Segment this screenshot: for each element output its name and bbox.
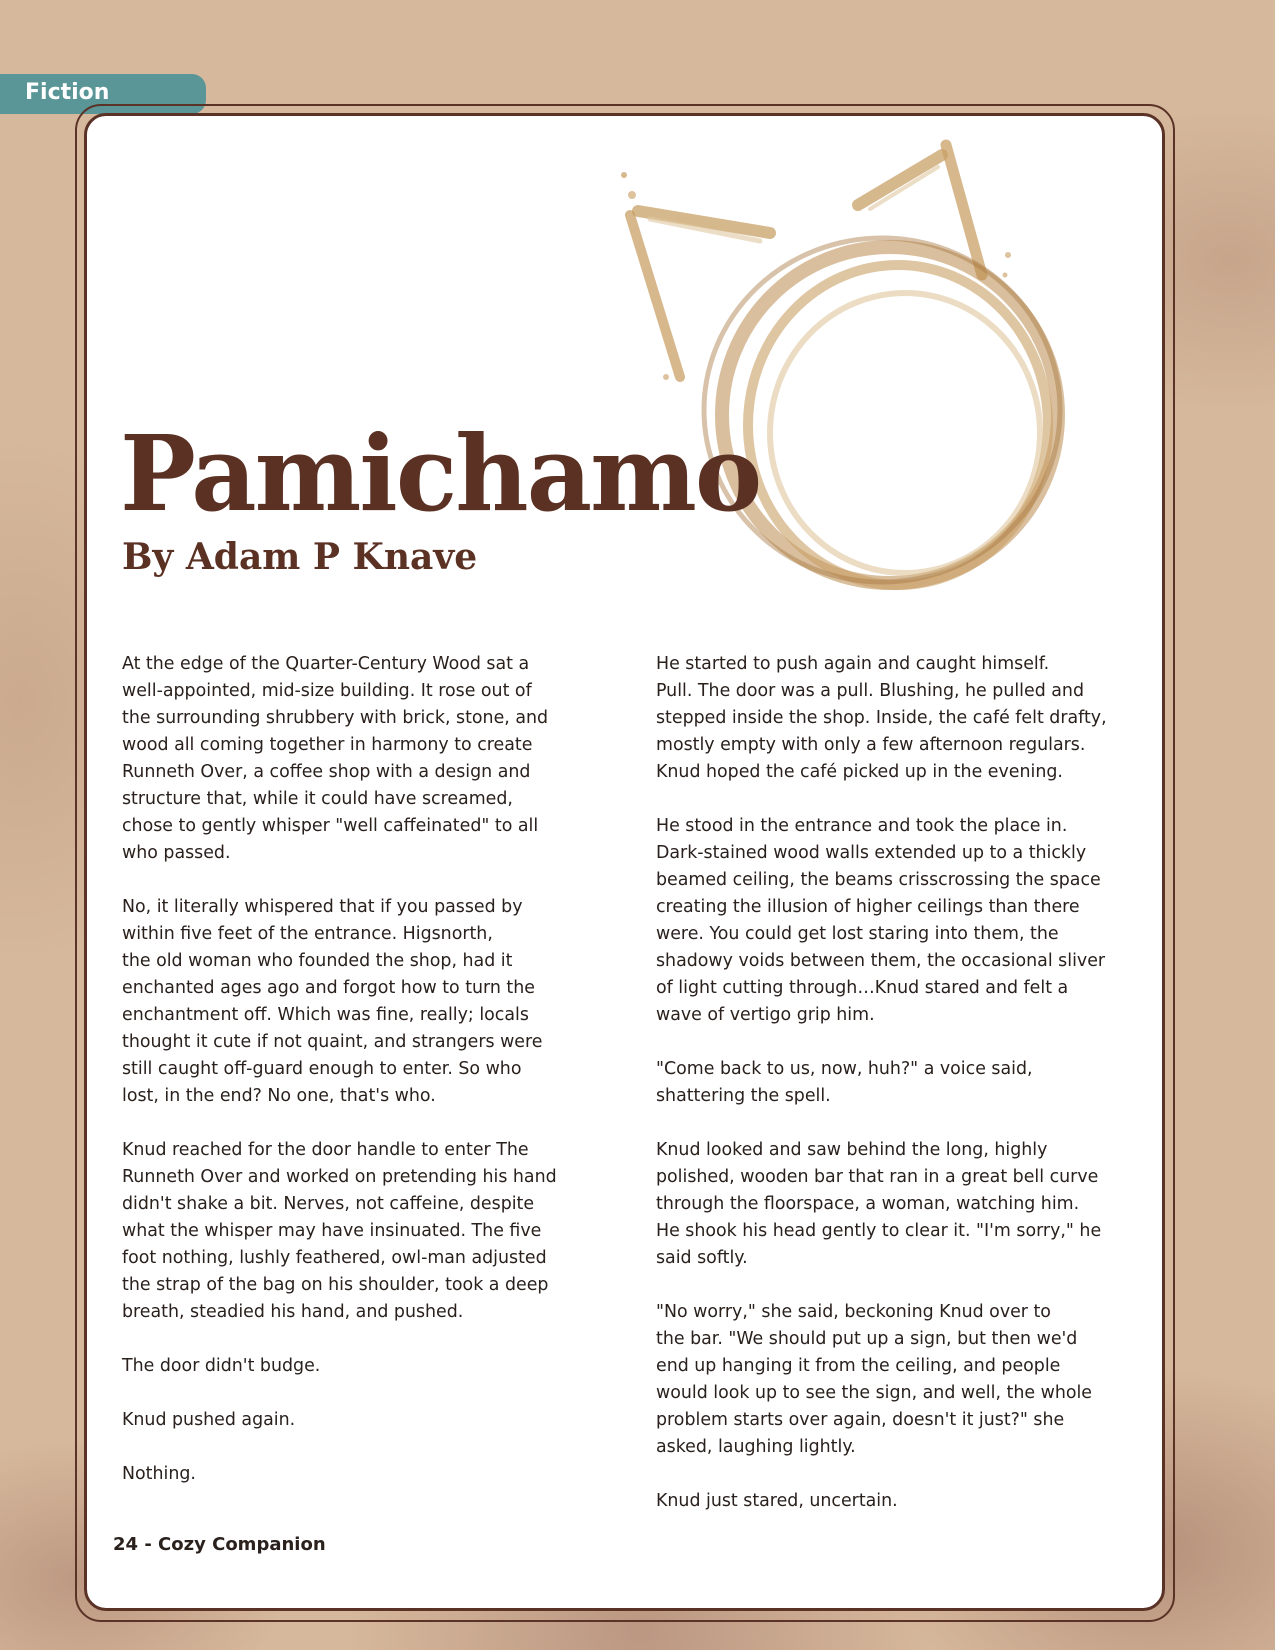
text-line: He stood in the entrance and took the place in. xyxy=(656,816,1068,836)
text-line: chose to gently whisper "well caffeinated" to all xyxy=(122,816,539,836)
text-line: Pull. The door was a pull. Blushing, he pulled and xyxy=(656,681,1084,701)
text-line: Knud looked and saw behind the long, highly xyxy=(656,1140,1048,1160)
text-line: He started to push again and caught himself. xyxy=(656,654,1050,674)
text-line: shadowy voids between them, the occasional sliver xyxy=(656,951,1106,971)
text-line: At the edge of the Quarter-Century Wood sat a xyxy=(122,654,530,674)
text-line: breath, steadied his hand, and pushed. xyxy=(122,1302,464,1322)
text-line: lost, in the end? No one, that's who. xyxy=(122,1086,436,1106)
text-line: well-appointed, mid-size building. It rose out of xyxy=(122,681,532,701)
text-line: polished, wooden bar that ran in a great bell curve xyxy=(656,1167,1099,1187)
paragraph xyxy=(122,894,602,1110)
text-line: were. You could get lost staring into them, the xyxy=(656,924,1059,944)
page-footer: 24 - Cozy Companion xyxy=(113,1534,326,1555)
text-line: end up hanging it from the ceiling, and people xyxy=(656,1356,1061,1376)
text-line: what the whisper may have insinuated. The five xyxy=(122,1221,542,1241)
text-line: the surrounding shrubbery with brick, stone, and xyxy=(122,708,549,728)
text-line: He shook his head gently to clear it. "I'm sorry," he xyxy=(656,1221,1102,1241)
text-line: enchanted ages ago and forgot how to turn the xyxy=(122,978,535,998)
text-line: creating the illusion of higher ceilings than there xyxy=(656,897,1080,917)
text-line: "No worry," she said, beckoning Knud over to xyxy=(656,1302,1051,1322)
text-line: Runneth Over, a coffee shop with a design and xyxy=(122,762,531,782)
article-column-right xyxy=(656,651,1136,1542)
text-line: who passed. xyxy=(122,843,231,863)
text-line: of light cutting through…Knud stared and felt a xyxy=(656,978,1069,998)
text-line: Dark-stained wood walls extended up to a thickly xyxy=(656,843,1087,863)
text-line: said softly. xyxy=(656,1248,748,1268)
paragraph xyxy=(122,1461,602,1488)
text-line: The door didn't budge. xyxy=(122,1356,321,1376)
text-line: "Come back to us, now, huh?" a voice said, xyxy=(656,1059,1033,1079)
coffee-cup-ring-cat-icon xyxy=(620,115,1140,615)
text-line: No, it literally whispered that if you passed by xyxy=(122,897,523,917)
text-line: Knud pushed again. xyxy=(122,1410,296,1430)
text-line: Runneth Over and worked on pretending his hand xyxy=(122,1167,557,1187)
text-line: wood all coming together in harmony to create xyxy=(122,735,533,755)
text-line: shattering the spell. xyxy=(656,1086,831,1106)
article-byline: By Adam P Knave xyxy=(122,536,478,578)
paragraph xyxy=(656,1056,1136,1110)
text-line: the strap of the bag on his shoulder, took a deep xyxy=(122,1275,549,1295)
paragraph xyxy=(122,1137,602,1326)
text-line: Knud reached for the door handle to enter The xyxy=(122,1140,529,1160)
text-line: didn't shake a bit. Nerves, not caffeine, despite xyxy=(122,1194,535,1214)
text-line: beamed ceiling, the beams crisscrossing the space xyxy=(656,870,1101,890)
text-line: problem starts over again, doesn't it just?" she xyxy=(656,1410,1065,1430)
paragraph xyxy=(656,1488,1136,1515)
text-line: thought it cute if not quaint, and strangers were xyxy=(122,1032,543,1052)
paragraph xyxy=(656,813,1136,1029)
text-line: Nothing. xyxy=(122,1464,196,1484)
paragraph xyxy=(122,651,602,867)
text-line: through the floorspace, a woman, watching him. xyxy=(656,1194,1080,1214)
paragraph xyxy=(656,1299,1136,1461)
paragraph xyxy=(122,1407,602,1434)
text-line: still caught off-guard enough to enter. So who xyxy=(122,1059,522,1079)
text-line: stepped inside the shop. Inside, the café felt drafty, xyxy=(656,708,1107,728)
article-title: Pamichamo xyxy=(120,412,761,535)
text-line: within five feet of the entrance. Higsnorth, xyxy=(122,924,493,944)
paragraph xyxy=(122,1353,602,1380)
text-line: wave of vertigo grip him. xyxy=(656,1005,875,1025)
paragraph xyxy=(656,651,1136,786)
text-line: foot nothing, lushly feathered, owl-man adjusted xyxy=(122,1248,547,1268)
paragraph xyxy=(656,1137,1136,1272)
text-line: the bar. "We should put up a sign, but then we'd xyxy=(656,1329,1078,1349)
section-tab-label: Fiction xyxy=(25,80,110,105)
article-column-left xyxy=(122,651,602,1515)
text-line: would look up to see the sign, and well, the whole xyxy=(656,1383,1093,1403)
text-line: Knud hoped the café picked up in the evening. xyxy=(656,762,1063,782)
text-line: Knud just stared, uncertain. xyxy=(656,1491,898,1511)
text-line: enchantment off. Which was fine, really; locals xyxy=(122,1005,529,1025)
text-line: asked, laughing lightly. xyxy=(656,1437,856,1457)
text-line: the old woman who founded the shop, had it xyxy=(122,951,513,971)
text-line: structure that, while it could have screamed, xyxy=(122,789,513,809)
text-line: mostly empty with only a few afternoon regulars. xyxy=(656,735,1086,755)
